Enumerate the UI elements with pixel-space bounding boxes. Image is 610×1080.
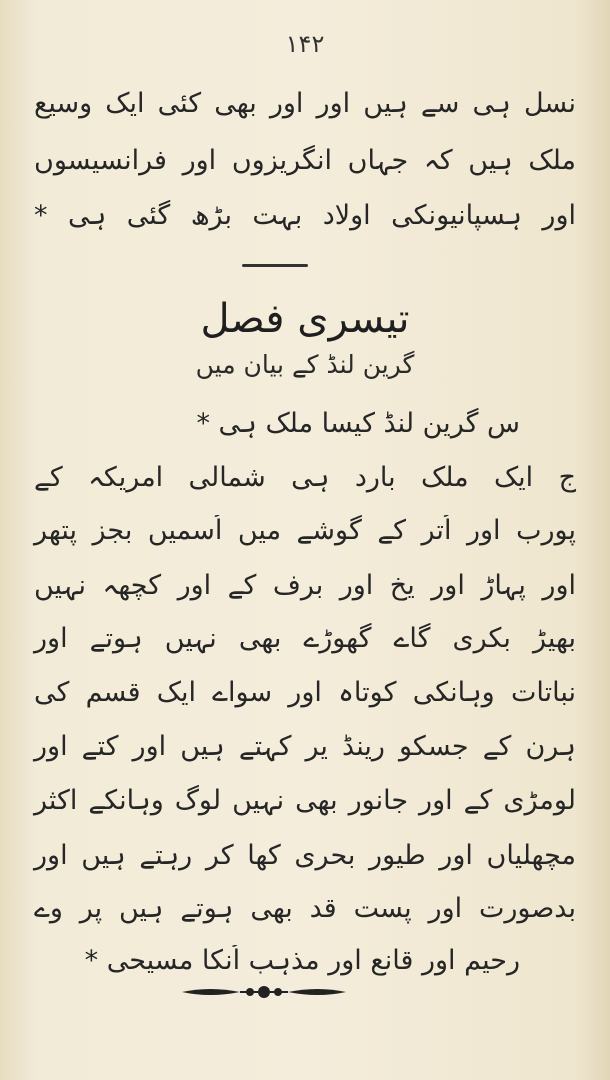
text-line: نباتات وہانکی کوتاہ اور سواے ایک قسم کی xyxy=(34,677,576,708)
answer-line: ج ایک ملک بارد ہی شمالی امریکہ کے xyxy=(34,462,576,493)
section-divider xyxy=(242,264,308,267)
text-line: پورب اور اُتر کے گوشے میں اُسمیں بجز پتھر xyxy=(34,515,576,546)
text-line: اور ہسپانیونکی اولاد بہت بڑھ گئی ہی * xyxy=(34,200,576,231)
text-line: مچھلیاں اور طیور بحری کھا کر رہتے ہیں اور xyxy=(34,840,576,871)
text-line: ملک ہیں کہ جہاں انگریزوں اور فرانسیسوں xyxy=(34,145,576,176)
ornament-divider xyxy=(180,982,348,1002)
question-line: س گرین لنڈ کیسا ملک ہی * xyxy=(196,408,520,439)
text-line: نسل ہی سے ہیں اور اور بھی کئی ایک وسیع xyxy=(34,88,576,119)
text-line: لومڑی کے اور جانور بھی نہیں لوگ وہانکے اکثر xyxy=(34,785,576,816)
chapter-heading: تیسری فصل xyxy=(200,296,410,342)
chapter-subheading: گرین لنڈ کے بیان میں xyxy=(195,350,415,379)
text-line: ہرن کے جسکو رینڈ یر کہتے ہیں اور کتے اور xyxy=(34,731,576,762)
page-number: ۱۴۲ xyxy=(285,30,325,58)
text-line: اور پہاڑ اور یخ اور برف کے اور کچھہ نہیں xyxy=(34,570,576,601)
text-line: رحیم اور قانع اور مذہب اُنکا مسیحی * xyxy=(84,945,520,976)
text-line: بدصورت اور پست قد بھی ہوتے ہیں پر وے xyxy=(34,893,576,924)
text-line: بھیڑ بکری گاے گھوڑے بھی نہیں ہوتے اور xyxy=(34,623,576,654)
